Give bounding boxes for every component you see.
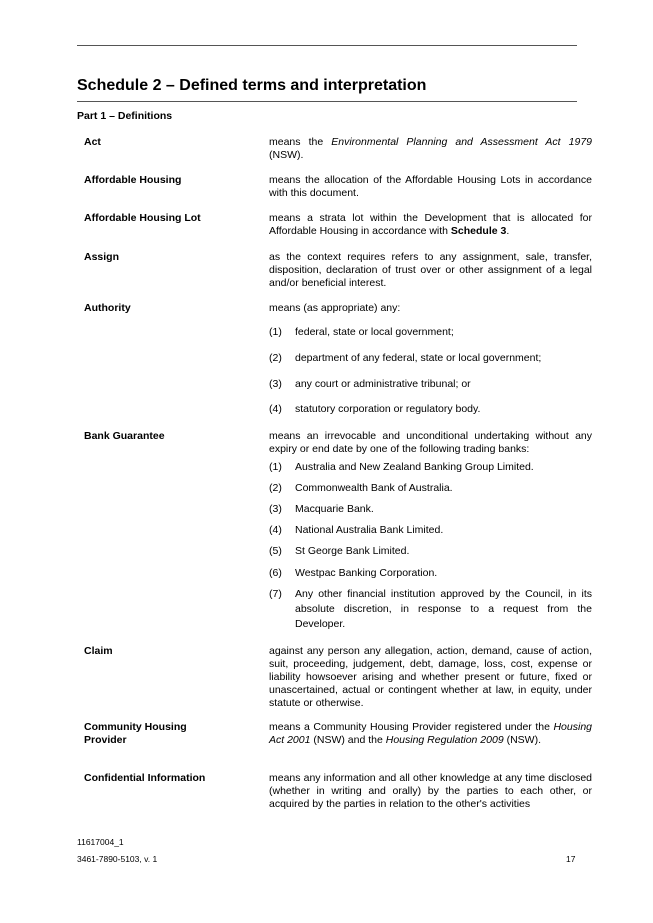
bank-item [269,502,592,517]
authority-item [269,402,592,417]
item-text: department of any federal, state or local government; [295,352,542,364]
item-number: (3) [269,378,282,390]
item-text: federal, state or local government; [295,326,454,338]
item-text: Commonwealth Bank of Australia. [295,482,453,494]
authority-item [269,377,592,392]
item-number: (4) [269,403,282,415]
definition-act: means the Environmental Planning and Assessment Act 1979 (NSW). [269,136,593,161]
item-text: National Australia Bank Limited. [295,524,444,536]
item-text: St George Bank Limited. [295,545,410,557]
item-number: (2) [269,482,282,494]
header-rule [77,45,577,46]
term-community-housing-provider: Community Housing Provider [84,721,187,746]
bank-item [269,566,592,581]
definition-confidential-information: means any information and all other knowledge at any time disclosed (whether in writing and orally) by the parties to each other, or acquired by the parties in relation to the other's activities [269,772,592,810]
bank-item [269,481,592,496]
definition-affordable-housing-lot: means a strata lot within the Development that is allocated for Affordable Housing in accordance with Schedule 3. [269,212,592,237]
definition-community-housing-provider: means a Community Housing Provider registered under the Housing Act 2001 (NSW) and the Housing Regulation 2009 (NSW). [269,721,592,746]
title-rule [77,101,577,102]
item-text: Australia and New Zealand Banking Group Limited. [295,461,534,473]
item-number: (1) [269,326,282,338]
term-assign: Assign [84,251,120,263]
item-number: (7) [269,588,282,600]
term-confidential-information: Confidential Information [84,772,206,784]
item-text: any court or administrative tribunal; or [295,378,471,390]
bank-item [269,460,592,475]
item-number: (5) [269,545,282,557]
bank-item [269,544,592,559]
term-affordable-housing-lot: Affordable Housing Lot [84,212,201,224]
item-number: (2) [269,352,282,364]
item-text: statutory corporation or regulatory body. [295,403,481,415]
definition-assign: as the context requires refers to any assignment, sale, transfer, disposition, declaration of trust over or other assignment of a legal and/or beneficial interest. [269,251,592,289]
item-text: Westpac Banking Corporation. [295,567,438,579]
authority-item [269,325,592,340]
term-claim: Claim [84,645,113,657]
definition-affordable-housing: means the allocation of the Affordable Housing Lots in accordance with this document. [269,174,592,199]
item-text: Any other financial institution approved by the Council, in its absolute discretion, in response to a request from the Developer. [295,588,592,630]
item-number: (3) [269,503,282,515]
item-number: (6) [269,567,282,579]
authority-item [269,351,592,366]
bank-item [269,523,592,538]
bank-item [269,587,592,632]
footer-reference: 3461-7890-5103, v. 1 [77,854,158,864]
term-bank-guarantee: Bank Guarantee [84,430,165,442]
term-authority: Authority [84,302,131,314]
item-number: (4) [269,524,282,536]
definition-bank-guarantee-intro: means an irrevocable and unconditional undertaking without any expiry or end date by one of the following trading banks: [269,430,592,455]
part-heading: Part 1 – Definitions [77,110,173,122]
definition-authority-intro: means (as appropriate) any: [269,302,401,314]
footer-doc-id: 11617004_1 [77,837,124,847]
item-number: (1) [269,461,282,473]
definition-claim: against any person any allegation, action, demand, cause of action, suit, proceeding, judgement, debt, damage, loss, cost, expense or liability howsoever arising and whether present or future, fixed or unascertained, actual or contingent whether at law, in equity, under statute or otherwise. [269,645,592,709]
page-title: Schedule 2 – Defined terms and interpretation [77,77,427,94]
term-affordable-housing: Affordable Housing [84,174,182,186]
page-number: 17 [566,854,576,864]
term-act: Act [84,136,101,148]
item-text: Macquarie Bank. [295,503,374,515]
